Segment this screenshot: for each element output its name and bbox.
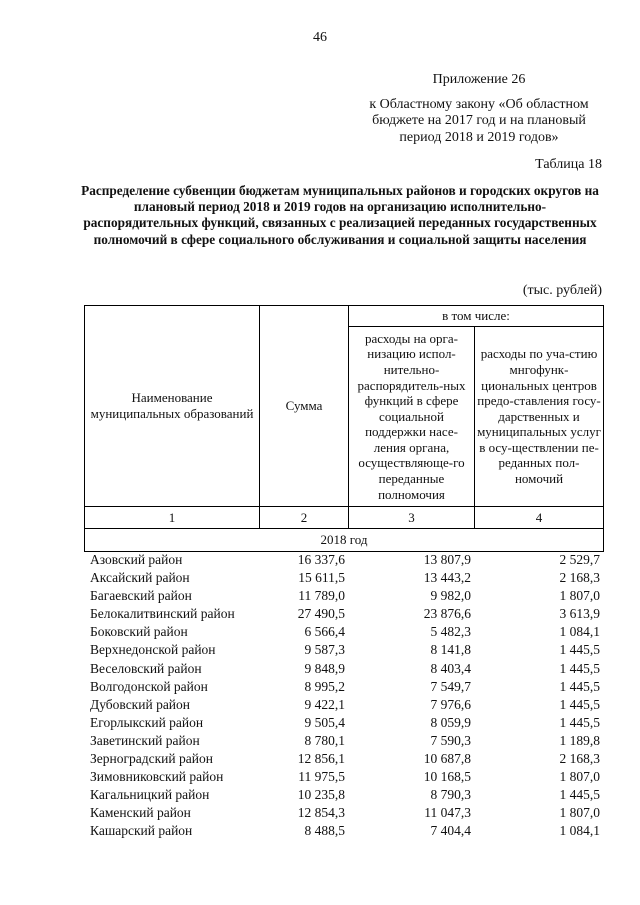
table-row (84, 551, 603, 569)
units-note: (тыс. рублей) (522, 283, 602, 298)
sum-value: 10 235,8 (297, 787, 345, 803)
mfc-value: 1 807,0 (559, 805, 600, 821)
exec-functions-value: 8 141,8 (430, 642, 471, 658)
municipality-name: Белокалитвинский район (90, 606, 235, 622)
municipality-name: Багаевский район (90, 588, 192, 604)
municipality-name: Дубовский район (90, 696, 191, 712)
exec-functions-value: 8 403,4 (430, 660, 471, 676)
sum-value: 11 975,5 (298, 769, 345, 785)
appendix-note (356, 72, 602, 146)
mfc-value: 1 084,1 (559, 823, 600, 839)
table-row (84, 587, 603, 605)
header-including: в том числе: (349, 306, 604, 327)
year-row: 2018 год (85, 529, 604, 552)
sum-value: 16 337,6 (297, 552, 345, 567)
page-number: 46 (313, 30, 327, 45)
header-number-2: 2 (260, 507, 349, 529)
mfc-value: 3 613,9 (559, 606, 600, 622)
exec-functions-value: 23 876,6 (423, 606, 471, 622)
header-number-3: 3 (349, 507, 475, 529)
municipality-name: Егорлыкский район (90, 714, 204, 730)
municipality-name: Кагальницкий район (90, 787, 210, 803)
sum-value: 9 422,1 (304, 696, 345, 712)
sum-value: 12 854,3 (297, 805, 345, 821)
sum-value: 15 611,5 (298, 570, 345, 586)
table-row (84, 569, 603, 587)
appendix-law-reference: к Областному закону «Об областном бюджете на 2017 год и на плановый период 2018 и 2019 годов» (369, 96, 589, 145)
header-sum-column: Сумма (260, 306, 349, 507)
municipality-name: Боковский район (90, 624, 188, 640)
exec-functions-value: 11 047,3 (424, 805, 471, 821)
appendix-title: Приложение 26 (432, 72, 526, 87)
municipality-name: Аксайский район (90, 570, 190, 586)
exec-functions-value: 5 482,3 (430, 624, 471, 640)
data-rows (84, 551, 603, 841)
table-row (84, 804, 603, 822)
exec-functions-value: 7 549,7 (430, 678, 471, 694)
table-number: Таблица 18 (535, 157, 602, 172)
municipality-name: Волгодонской район (90, 678, 208, 694)
exec-functions-value: 8 790,3 (430, 787, 471, 803)
table-row (84, 732, 603, 750)
mfc-value: 1 807,0 (559, 588, 600, 604)
table-row (84, 641, 603, 659)
table-row (84, 750, 603, 768)
table-row (84, 623, 603, 641)
exec-functions-value: 9 982,0 (430, 588, 471, 604)
mfc-value: 2 168,3 (559, 751, 600, 767)
exec-functions-value: 8 059,9 (430, 714, 471, 730)
exec-functions-value: 7 590,3 (430, 732, 471, 748)
header-name-column: Наименование муниципальных образований (85, 306, 260, 507)
mfc-value: 1 445,5 (559, 660, 600, 676)
sum-value: 9 587,3 (304, 642, 345, 658)
exec-functions-value: 7 404,4 (430, 823, 471, 839)
municipality-name: Каменский район (90, 805, 191, 821)
exec-functions-value: 7 976,6 (430, 696, 471, 712)
exec-functions-value: 10 168,5 (423, 769, 471, 785)
table-header (84, 305, 604, 552)
mfc-value: 1 445,5 (559, 787, 600, 803)
exec-functions-value: 13 807,9 (423, 552, 471, 567)
header-number-1: 1 (85, 507, 260, 529)
sum-value: 11 789,0 (298, 588, 345, 604)
mfc-value: 1 807,0 (559, 769, 600, 785)
municipality-name: Веселовский район (90, 660, 202, 676)
header-number-4: 4 (475, 507, 604, 529)
mfc-value: 1 189,8 (559, 732, 600, 748)
document-title: Распределение субвенции бюджетам муниципальных районов и городских округов на плановый период 2018 и 2019 годов на организацию исполнительно-распорядительных функций, связанных с реализацией переданных государственных полномочий в сфере социального обслуживания и социальной защиты населения (81, 183, 599, 247)
municipality-name: Кашарский район (90, 823, 193, 839)
table-row (84, 605, 603, 623)
municipality-name: Зимовниковский район (90, 769, 224, 785)
sum-value: 27 490,5 (297, 606, 345, 622)
header-mfc-column: расходы по уча-стию мнгофунк-циональных центров предо-ставления госу-дарственных и муниципальных услуг в осу-ществлении пе-реданных пол-номочий (475, 327, 604, 507)
table-row (84, 714, 603, 732)
sum-value: 9 848,9 (304, 660, 345, 676)
mfc-value: 2 529,7 (559, 552, 600, 567)
table-row (84, 768, 603, 786)
municipality-name: Верхнедонской район (90, 642, 216, 658)
sum-value: 6 566,4 (304, 624, 345, 640)
sum-value: 8 995,2 (304, 678, 345, 694)
sum-value: 9 505,4 (304, 714, 345, 730)
municipality-name: Заветинский район (90, 732, 200, 748)
mfc-value: 1 084,1 (559, 624, 600, 640)
sum-value: 12 856,1 (297, 751, 345, 767)
mfc-value: 1 445,5 (559, 696, 600, 712)
table-row (84, 822, 603, 840)
municipality-name: Зерноградский район (90, 751, 213, 767)
mfc-value: 2 168,3 (559, 570, 600, 586)
mfc-value: 1 445,5 (559, 642, 600, 658)
header-exec-functions-column: расходы на орга-низацию испол-нительно-распорядитель-ных функций в сфере социальной поддержки насе-ления органа, осуществляюще-го переданные полномочия (349, 327, 475, 507)
mfc-value: 1 445,5 (559, 678, 600, 694)
municipality-name: Азовский район (90, 552, 183, 567)
exec-functions-value: 13 443,2 (423, 570, 471, 586)
sum-value: 8 488,5 (304, 823, 345, 839)
exec-functions-value: 10 687,8 (423, 751, 471, 767)
table-row (84, 696, 603, 714)
table-row (84, 660, 603, 678)
mfc-value: 1 445,5 (559, 714, 600, 730)
table-row (84, 678, 603, 696)
sum-value: 8 780,1 (304, 732, 345, 748)
table-row (84, 786, 603, 804)
